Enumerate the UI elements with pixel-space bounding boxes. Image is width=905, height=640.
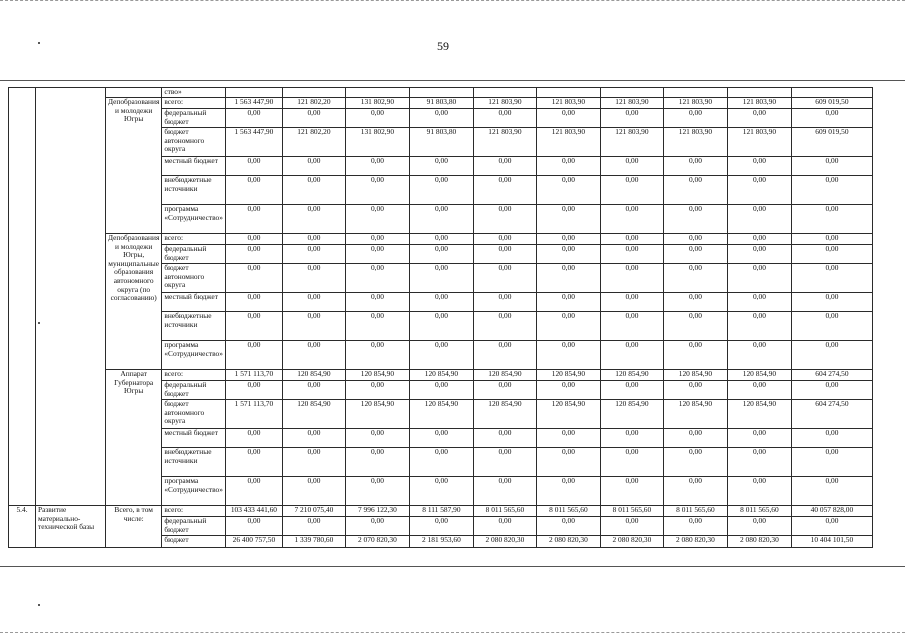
amount-cell: 0,00 bbox=[282, 205, 345, 234]
amount-cell: 609 019,50 bbox=[791, 128, 872, 157]
amount-cell: 0,00 bbox=[282, 293, 345, 312]
amount-cell: 0,00 bbox=[600, 157, 663, 176]
amount-cell: 120 854,90 bbox=[473, 370, 536, 381]
amount-cell: 0,00 bbox=[345, 264, 409, 293]
amount-cell: 0,00 bbox=[791, 205, 872, 234]
amount-cell: 120 854,90 bbox=[600, 370, 663, 381]
amount-cell: 7 996 122,30 bbox=[345, 506, 409, 517]
funding-source-cell: местный бюджет bbox=[162, 293, 226, 312]
amount-cell: 0,00 bbox=[791, 245, 872, 264]
amount-cell: 0,00 bbox=[727, 341, 791, 370]
amount-cell: 0,00 bbox=[282, 341, 345, 370]
budget-table bbox=[8, 87, 873, 548]
amount-cell: 0,00 bbox=[663, 157, 727, 176]
amount-cell: 121 802,20 bbox=[282, 98, 345, 109]
amount-cell: 0,00 bbox=[345, 381, 409, 400]
amount-cell: 0,00 bbox=[663, 293, 727, 312]
amount-cell: 0,00 bbox=[282, 245, 345, 264]
amount-cell: 0,00 bbox=[600, 477, 663, 506]
budget-table-body bbox=[9, 88, 873, 548]
amount-cell: 8 111 587,90 bbox=[409, 506, 473, 517]
executor-cell: Депобразования и молодежи Югры, муниципальные образования автономного округа (по согласованию) bbox=[106, 234, 162, 370]
amount-cell: 120 854,90 bbox=[600, 400, 663, 429]
amount-cell: 2 080 820,30 bbox=[600, 536, 663, 548]
amount-cell: 0,00 bbox=[663, 312, 727, 341]
funding-source-cell: федеральный бюджет bbox=[162, 109, 226, 128]
amount-cell: 0,00 bbox=[225, 341, 282, 370]
amount-cell: 0,00 bbox=[727, 264, 791, 293]
amount-cell: 0,00 bbox=[473, 312, 536, 341]
amount-cell: 120 854,90 bbox=[536, 400, 600, 429]
amount-cell: 0,00 bbox=[409, 477, 473, 506]
executor-cell: Всего, в том числе: bbox=[106, 506, 162, 548]
amount-cell: 0,00 bbox=[473, 429, 536, 448]
amount-cell: 0,00 bbox=[473, 264, 536, 293]
amount-cell: 121 803,90 bbox=[536, 128, 600, 157]
amount-cell: 2 080 820,30 bbox=[663, 536, 727, 548]
amount-cell: 131 802,90 bbox=[345, 128, 409, 157]
amount-cell: 0,00 bbox=[727, 234, 791, 245]
funding-source-cell: федеральный бюджет bbox=[162, 517, 226, 536]
amount-cell: 0,00 bbox=[663, 234, 727, 245]
funding-source-cell: местный бюджет bbox=[162, 157, 226, 176]
amount-cell: 0,00 bbox=[345, 341, 409, 370]
amount-cell: 0,00 bbox=[225, 157, 282, 176]
amount-cell: 0,00 bbox=[727, 293, 791, 312]
amount-cell: 91 803,80 bbox=[409, 128, 473, 157]
amount-cell: 0,00 bbox=[473, 157, 536, 176]
amount-cell: 0,00 bbox=[536, 312, 600, 341]
amount-cell: 0,00 bbox=[600, 293, 663, 312]
amount-cell: 0,00 bbox=[282, 176, 345, 205]
amount-cell: 0,00 bbox=[473, 381, 536, 400]
amount-cell: 0,00 bbox=[409, 312, 473, 341]
table-row bbox=[9, 370, 873, 381]
amount-cell: 0,00 bbox=[663, 205, 727, 234]
amount-cell: 0,00 bbox=[727, 312, 791, 341]
amount-cell: 0,00 bbox=[225, 477, 282, 506]
amount-cell: 120 854,90 bbox=[282, 400, 345, 429]
amount-cell: 1 571 113,70 bbox=[225, 400, 282, 429]
funding-source-cell: ство» bbox=[162, 88, 226, 98]
table-row bbox=[9, 88, 873, 98]
amount-cell: 0,00 bbox=[345, 312, 409, 341]
amount-cell: 2 070 820,30 bbox=[345, 536, 409, 548]
index-cell bbox=[9, 88, 36, 506]
amount-cell: 0,00 bbox=[225, 264, 282, 293]
amount-cell: 0,00 bbox=[600, 381, 663, 400]
amount-cell: 1 563 447,90 bbox=[225, 98, 282, 109]
amount-cell: 0,00 bbox=[727, 109, 791, 128]
amount-cell: 0,00 bbox=[727, 429, 791, 448]
amount-cell: 0,00 bbox=[600, 341, 663, 370]
amount-cell: 121 803,90 bbox=[663, 128, 727, 157]
amount-cell: 0,00 bbox=[536, 176, 600, 205]
amount-cell: 0,00 bbox=[727, 517, 791, 536]
funding-source-cell: всего: bbox=[162, 506, 226, 517]
amount-cell: 0,00 bbox=[536, 245, 600, 264]
funding-source-cell: программа «Сотрудничество» bbox=[162, 341, 226, 370]
amount-cell: 0,00 bbox=[791, 234, 872, 245]
amount-cell: 1 563 447,90 bbox=[225, 128, 282, 157]
amount-cell: 120 854,90 bbox=[282, 370, 345, 381]
amount-cell bbox=[536, 88, 600, 98]
amount-cell: 0,00 bbox=[473, 448, 536, 477]
amount-cell: 120 854,90 bbox=[727, 400, 791, 429]
amount-cell: 7 210 075,40 bbox=[282, 506, 345, 517]
funding-source-cell: внебюджетные источники bbox=[162, 448, 226, 477]
amount-cell: 0,00 bbox=[791, 381, 872, 400]
amount-cell: 120 854,90 bbox=[409, 400, 473, 429]
amount-cell: 0,00 bbox=[727, 477, 791, 506]
amount-cell: 120 854,90 bbox=[536, 370, 600, 381]
funding-source-cell: федеральный бюджет bbox=[162, 245, 226, 264]
amount-cell: 91 803,80 bbox=[409, 98, 473, 109]
amount-cell: 8 011 565,60 bbox=[600, 506, 663, 517]
amount-cell: 0,00 bbox=[536, 429, 600, 448]
amount-cell: 0,00 bbox=[282, 264, 345, 293]
amount-cell: 0,00 bbox=[791, 264, 872, 293]
amount-cell: 0,00 bbox=[409, 517, 473, 536]
amount-cell: 0,00 bbox=[345, 234, 409, 245]
amount-cell: 0,00 bbox=[536, 234, 600, 245]
section-index: 5.4. bbox=[9, 506, 36, 548]
amount-cell: 0,00 bbox=[225, 234, 282, 245]
executor-cell bbox=[106, 88, 162, 98]
amount-cell: 0,00 bbox=[409, 264, 473, 293]
section-name: Развитие материально-технической базы bbox=[36, 506, 106, 548]
amount-cell bbox=[409, 88, 473, 98]
amount-cell: 2 181 953,60 bbox=[409, 536, 473, 548]
table-row bbox=[9, 98, 873, 109]
amount-cell bbox=[600, 88, 663, 98]
amount-cell: 0,00 bbox=[282, 234, 345, 245]
amount-cell: 0,00 bbox=[473, 109, 536, 128]
amount-cell bbox=[473, 88, 536, 98]
amount-cell: 0,00 bbox=[282, 157, 345, 176]
amount-cell: 0,00 bbox=[663, 477, 727, 506]
amount-cell: 0,00 bbox=[791, 341, 872, 370]
funding-source-cell: бюджет bbox=[162, 536, 226, 548]
table-row bbox=[9, 234, 873, 245]
amount-cell: 0,00 bbox=[600, 264, 663, 293]
amount-cell: 0,00 bbox=[663, 448, 727, 477]
amount-cell: 0,00 bbox=[727, 157, 791, 176]
scan-dot bbox=[38, 604, 40, 606]
funding-source-cell: бюджет автономного округа bbox=[162, 400, 226, 429]
amount-cell: 0,00 bbox=[473, 477, 536, 506]
amount-cell: 0,00 bbox=[600, 245, 663, 264]
amount-cell: 8 011 565,60 bbox=[663, 506, 727, 517]
amount-cell: 0,00 bbox=[409, 176, 473, 205]
amount-cell: 121 803,90 bbox=[663, 98, 727, 109]
amount-cell: 0,00 bbox=[345, 448, 409, 477]
amount-cell bbox=[663, 88, 727, 98]
amount-cell: 0,00 bbox=[727, 205, 791, 234]
amount-cell: 8 011 565,60 bbox=[727, 506, 791, 517]
amount-cell: 0,00 bbox=[536, 477, 600, 506]
amount-cell: 0,00 bbox=[536, 381, 600, 400]
amount-cell: 120 854,90 bbox=[663, 370, 727, 381]
amount-cell: 0,00 bbox=[536, 341, 600, 370]
page-number: 59 bbox=[437, 39, 449, 53]
amount-cell: 2 080 820,30 bbox=[536, 536, 600, 548]
amount-cell: 0,00 bbox=[536, 448, 600, 477]
amount-cell: 0,00 bbox=[791, 293, 872, 312]
funding-source-cell: федеральный бюджет bbox=[162, 381, 226, 400]
amount-cell bbox=[345, 88, 409, 98]
funding-source-cell: бюджет автономного округа bbox=[162, 264, 226, 293]
amount-cell: 0,00 bbox=[791, 176, 872, 205]
amount-cell: 121 803,90 bbox=[727, 98, 791, 109]
amount-cell: 0,00 bbox=[727, 381, 791, 400]
amount-cell: 8 011 565,60 bbox=[536, 506, 600, 517]
amount-cell: 0,00 bbox=[473, 234, 536, 245]
amount-cell: 0,00 bbox=[409, 341, 473, 370]
page-bottom-rule bbox=[0, 632, 905, 633]
executor-cell: Депобразования и молодежи Югры bbox=[106, 98, 162, 234]
amount-cell: 0,00 bbox=[225, 448, 282, 477]
amount-cell: 0,00 bbox=[282, 448, 345, 477]
amount-cell: 121 803,90 bbox=[600, 128, 663, 157]
amount-cell: 0,00 bbox=[473, 517, 536, 536]
amount-cell: 0,00 bbox=[282, 109, 345, 128]
amount-cell: 0,00 bbox=[473, 293, 536, 312]
amount-cell: 0,00 bbox=[727, 245, 791, 264]
amount-cell: 0,00 bbox=[791, 517, 872, 536]
amount-cell: 0,00 bbox=[345, 157, 409, 176]
amount-cell: 0,00 bbox=[663, 109, 727, 128]
amount-cell: 121 803,90 bbox=[473, 98, 536, 109]
amount-cell: 26 400 757,50 bbox=[225, 536, 282, 548]
table-row bbox=[9, 506, 873, 517]
amount-cell: 0,00 bbox=[473, 341, 536, 370]
amount-cell: 8 011 565,60 bbox=[473, 506, 536, 517]
header-separator bbox=[0, 80, 905, 81]
amount-cell: 0,00 bbox=[345, 176, 409, 205]
amount-cell: 121 802,20 bbox=[282, 128, 345, 157]
amount-cell: 0,00 bbox=[663, 176, 727, 205]
funding-source-cell: всего: bbox=[162, 98, 226, 109]
amount-cell: 0,00 bbox=[663, 381, 727, 400]
funding-source-cell: всего: bbox=[162, 234, 226, 245]
amount-cell: 0,00 bbox=[225, 429, 282, 448]
amount-cell: 0,00 bbox=[536, 517, 600, 536]
funding-source-cell: местный бюджет bbox=[162, 429, 226, 448]
amount-cell: 10 404 101,50 bbox=[791, 536, 872, 548]
amount-cell: 0,00 bbox=[600, 176, 663, 205]
amount-cell: 103 433 441,60 bbox=[225, 506, 282, 517]
amount-cell: 120 854,90 bbox=[409, 370, 473, 381]
amount-cell: 0,00 bbox=[409, 157, 473, 176]
amount-cell: 2 080 820,30 bbox=[473, 536, 536, 548]
amount-cell: 0,00 bbox=[345, 205, 409, 234]
amount-cell: 0,00 bbox=[225, 381, 282, 400]
amount-cell: 604 274,50 bbox=[791, 400, 872, 429]
amount-cell: 0,00 bbox=[536, 109, 600, 128]
amount-cell: 0,00 bbox=[225, 312, 282, 341]
amount-cell: 0,00 bbox=[409, 205, 473, 234]
amount-cell: 0,00 bbox=[282, 429, 345, 448]
amount-cell: 0,00 bbox=[345, 293, 409, 312]
scan-dot bbox=[38, 42, 40, 44]
amount-cell: 121 803,90 bbox=[600, 98, 663, 109]
amount-cell: 0,00 bbox=[663, 429, 727, 448]
funding-source-cell: внебюджетные источники bbox=[162, 176, 226, 205]
amount-cell: 121 803,90 bbox=[727, 128, 791, 157]
amount-cell: 0,00 bbox=[409, 234, 473, 245]
amount-cell: 0,00 bbox=[536, 157, 600, 176]
amount-cell: 40 057 828,00 bbox=[791, 506, 872, 517]
amount-cell: 120 854,90 bbox=[345, 400, 409, 429]
amount-cell: 0,00 bbox=[225, 517, 282, 536]
amount-cell: 0,00 bbox=[791, 429, 872, 448]
amount-cell: 0,00 bbox=[791, 448, 872, 477]
amount-cell bbox=[727, 88, 791, 98]
amount-cell: 0,00 bbox=[600, 234, 663, 245]
amount-cell: 0,00 bbox=[282, 477, 345, 506]
amount-cell: 0,00 bbox=[225, 109, 282, 128]
amount-cell: 1 571 113,70 bbox=[225, 370, 282, 381]
amount-cell: 0,00 bbox=[663, 341, 727, 370]
amount-cell: 0,00 bbox=[727, 176, 791, 205]
amount-cell: 0,00 bbox=[536, 293, 600, 312]
amount-cell: 0,00 bbox=[345, 477, 409, 506]
amount-cell: 0,00 bbox=[663, 264, 727, 293]
amount-cell: 604 274,50 bbox=[791, 370, 872, 381]
amount-cell: 0,00 bbox=[225, 205, 282, 234]
amount-cell: 0,00 bbox=[282, 517, 345, 536]
amount-cell: 0,00 bbox=[663, 517, 727, 536]
funding-source-cell: программа «Сотрудничество» bbox=[162, 205, 226, 234]
amount-cell: 0,00 bbox=[600, 429, 663, 448]
amount-cell: 0,00 bbox=[791, 312, 872, 341]
amount-cell: 0,00 bbox=[409, 109, 473, 128]
amount-cell: 0,00 bbox=[409, 245, 473, 264]
amount-cell: 0,00 bbox=[225, 245, 282, 264]
funding-source-cell: программа «Сотрудничество» bbox=[162, 477, 226, 506]
amount-cell: 0,00 bbox=[409, 448, 473, 477]
amount-cell: 0,00 bbox=[345, 517, 409, 536]
amount-cell: 120 854,90 bbox=[663, 400, 727, 429]
amount-cell: 0,00 bbox=[791, 109, 872, 128]
amount-cell: 2 080 820,30 bbox=[727, 536, 791, 548]
amount-cell: 0,00 bbox=[225, 293, 282, 312]
amount-cell: 0,00 bbox=[791, 157, 872, 176]
name-cell bbox=[36, 88, 106, 506]
amount-cell: 121 803,90 bbox=[473, 128, 536, 157]
amount-cell: 131 802,90 bbox=[345, 98, 409, 109]
amount-cell: 0,00 bbox=[536, 264, 600, 293]
amount-cell: 121 803,90 bbox=[536, 98, 600, 109]
amount-cell: 0,00 bbox=[345, 429, 409, 448]
amount-cell: 0,00 bbox=[791, 477, 872, 506]
footer-separator bbox=[0, 566, 905, 567]
amount-cell: 0,00 bbox=[345, 245, 409, 264]
amount-cell: 0,00 bbox=[600, 312, 663, 341]
amount-cell: 0,00 bbox=[600, 205, 663, 234]
amount-cell: 1 339 780,60 bbox=[282, 536, 345, 548]
amount-cell: 0,00 bbox=[473, 205, 536, 234]
amount-cell: 0,00 bbox=[225, 176, 282, 205]
amount-cell: 0,00 bbox=[600, 448, 663, 477]
amount-cell: 0,00 bbox=[345, 109, 409, 128]
amount-cell: 120 854,90 bbox=[473, 400, 536, 429]
funding-source-cell: бюджет автономного округа bbox=[162, 128, 226, 157]
amount-cell: 0,00 bbox=[536, 205, 600, 234]
amount-cell bbox=[282, 88, 345, 98]
amount-cell bbox=[225, 88, 282, 98]
amount-cell: 0,00 bbox=[663, 245, 727, 264]
amount-cell: 0,00 bbox=[727, 448, 791, 477]
amount-cell: 0,00 bbox=[409, 381, 473, 400]
amount-cell: 0,00 bbox=[409, 293, 473, 312]
amount-cell: 120 854,90 bbox=[727, 370, 791, 381]
funding-source-cell: внебюджетные источники bbox=[162, 312, 226, 341]
amount-cell: 0,00 bbox=[473, 245, 536, 264]
page-top-rule bbox=[0, 0, 905, 1]
amount-cell: 120 854,90 bbox=[345, 370, 409, 381]
amount-cell: 0,00 bbox=[409, 429, 473, 448]
amount-cell bbox=[791, 88, 872, 98]
amount-cell: 0,00 bbox=[282, 381, 345, 400]
amount-cell: 0,00 bbox=[282, 312, 345, 341]
executor-cell: Аппарат Губернатора Югры bbox=[106, 370, 162, 506]
funding-source-cell: всего: bbox=[162, 370, 226, 381]
amount-cell: 0,00 bbox=[473, 176, 536, 205]
amount-cell: 609 019,50 bbox=[791, 98, 872, 109]
amount-cell: 0,00 bbox=[600, 109, 663, 128]
amount-cell: 0,00 bbox=[600, 517, 663, 536]
